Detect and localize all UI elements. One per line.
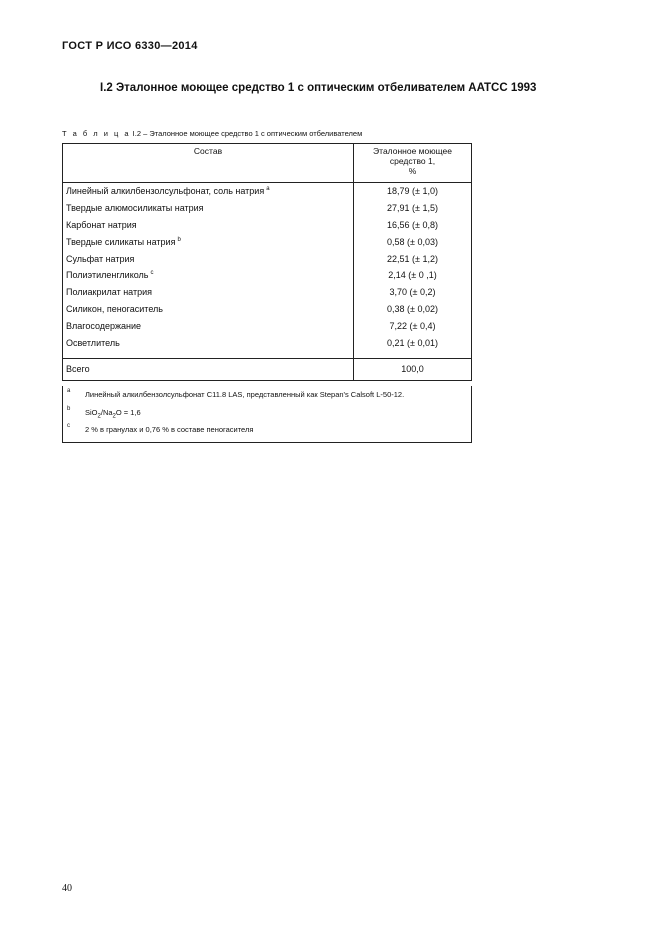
footnote-mark-c: c	[67, 423, 70, 429]
component-value: 16,56 (± 0,8)	[354, 217, 472, 234]
component-name-text: Силикон, пеногаситель	[66, 303, 163, 314]
total-row	[63, 358, 472, 380]
table-row	[63, 284, 472, 301]
component-value: 18,79 (± 1,0)	[354, 183, 472, 200]
component-value: 2,14 (± 0 ,1)	[354, 267, 472, 284]
footnote-reference: b	[177, 236, 181, 243]
component-name	[63, 250, 354, 267]
spacer-row	[63, 351, 472, 359]
table-row	[63, 183, 472, 200]
component-value: 0,38 (± 0,02)	[354, 301, 472, 318]
section-title: I.2 Эталонное моющее средство 1 с оптическим отбеливателем AATCC 1993	[100, 82, 537, 94]
component-name	[63, 200, 354, 217]
column-header-line-2: средство 1,	[389, 156, 436, 166]
component-value: 22,51 (± 1,2)	[354, 250, 472, 267]
table-caption-text: I.2 – Эталонное моющее средство 1 с оптическим отбеливателем	[130, 129, 363, 138]
table-caption-prefix: Т а б л и ц а	[62, 129, 131, 138]
column-header-line-3: %	[408, 166, 417, 176]
component-name-text: Линейный алкилбензолсульфонат, соль натрия	[66, 186, 265, 197]
table-row	[63, 233, 472, 250]
component-name	[63, 183, 354, 200]
component-name-text: Сульфат натрия	[66, 253, 135, 264]
column-header-line-1: Эталонное моющее	[373, 146, 452, 156]
total-label: Всего	[63, 358, 354, 380]
table-row	[63, 334, 472, 351]
component-name	[63, 317, 354, 334]
component-name	[63, 217, 354, 234]
table-row	[63, 301, 472, 318]
component-name	[63, 233, 354, 250]
table-caption	[62, 129, 362, 138]
component-name-text: Осветлитель	[66, 337, 120, 348]
footnote-text-a: Линейный алкилбензолсульфонат C11.8 LAS, представленный как Stepan's Calsoft L-50-12.	[85, 390, 405, 399]
component-name	[63, 301, 354, 318]
footnote-text-c: 2 % в гранулах и 0,76 % в составе пеногасителя	[85, 425, 254, 434]
component-name-text: Влагосодержание	[66, 320, 142, 331]
page-number: 40	[62, 883, 72, 894]
component-name	[63, 267, 354, 284]
footnote-text-b	[85, 408, 141, 420]
component-value: 3,70 (± 0,2)	[354, 284, 472, 301]
column-header-detergent	[354, 144, 472, 183]
table-row	[63, 217, 472, 234]
component-name-text: Карбонат натрия	[66, 219, 137, 230]
component-name-text: Твердые силикаты натрия	[66, 236, 176, 247]
formula-sub-1: 2	[97, 413, 101, 420]
footnote-reference: a	[266, 186, 270, 193]
component-value: 0,58 (± 0,03)	[354, 233, 472, 250]
component-name	[63, 284, 354, 301]
table-row	[63, 267, 472, 284]
component-value: 7,22 (± 0,4)	[354, 317, 472, 334]
component-name-text: Полиакрилат натрия	[66, 287, 153, 298]
formula-sub-2: 2	[112, 413, 116, 420]
footnote-mark-a: a	[67, 388, 71, 394]
total-value: 100,0	[354, 358, 472, 380]
component-value: 0,21 (± 0,01)	[354, 334, 472, 351]
formula-rest: O = 1,6	[115, 408, 141, 417]
formula-na: /Na	[100, 408, 113, 417]
component-name-text: Твердые алюмосиликаты натрия	[66, 203, 204, 214]
composition-table	[62, 143, 472, 381]
component-name	[63, 334, 354, 351]
formula-sio: SiO	[85, 408, 98, 417]
footnote-reference: c	[150, 270, 154, 277]
column-header-composition: Состав	[63, 144, 354, 183]
table-row	[63, 317, 472, 334]
component-name-text: Полиэтиленгликоль	[66, 270, 149, 281]
table-footnotes	[62, 386, 472, 443]
component-value: 27,91 (± 1,5)	[354, 200, 472, 217]
table-header-row	[63, 144, 472, 183]
footnote-mark-b: b	[67, 406, 71, 412]
document-header: ГОСТ Р ИСО 6330—2014	[62, 40, 198, 52]
table-row	[63, 250, 472, 267]
table-row	[63, 200, 472, 217]
